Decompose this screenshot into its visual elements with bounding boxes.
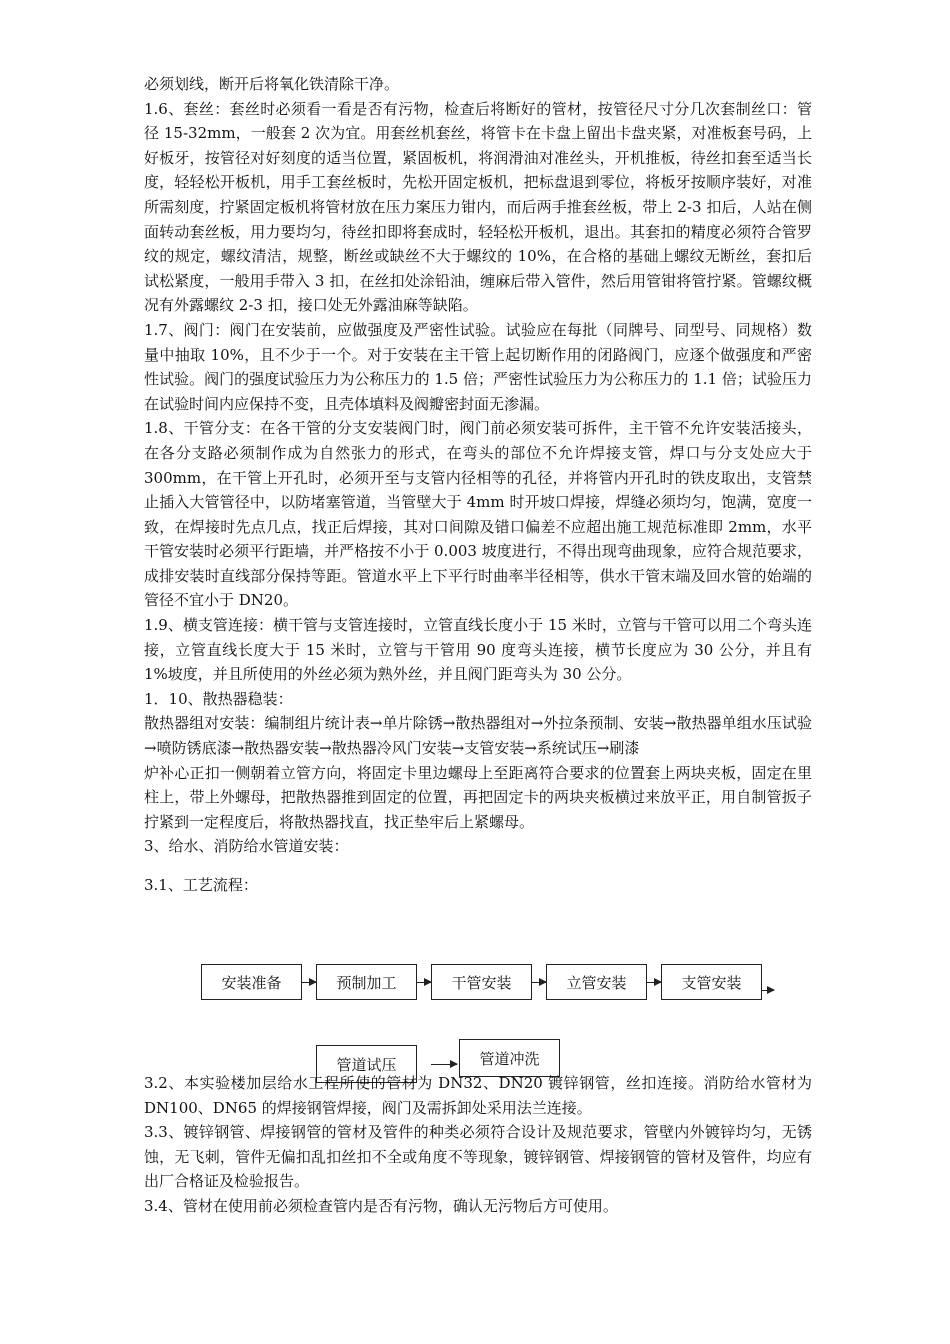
- flow-step-riser: 立管安装: [546, 964, 647, 1000]
- paragraph-1-8: 1.8、干管分支：在各干管的分支安装阀门时，阀门前必须安装可拆件，主干管不允许安装活接头，在各分支路必须制作成为自然张力的形式，在弯头的部位不允许焊接支管，焊口与分支处应大于 300mm，在干管上开孔时，必须开至与支管内径相等的孔径，并将管内开孔时的铁皮取出，支管禁止插入大管管径中，以防堵塞管道，当管壁大于 4mm 时开坡口焊接，焊缝必须均匀，饱满，宽度一致，在焊接时先点几点，找正后焊接，其对口间隙及错口偏差不应超出施工规范标准即 2mm，水平干管安装时必须平行距墙，并严格按不小于 0.003 坡度进行，不得出现弯曲现象，应符合规范要求，成排安装时直线部分保持等距。管道水平上下平行时曲率半径相等，供水干管末端及回水管的始端的管径不宜小于 DN20。: [144, 419, 812, 610]
- paragraph-1-7: 1.7、阀门：阀门在安装前，应做强度及严密性试验。试验应在每批（同牌号、同型号、同规格）数量中抽取 10%，且不少于一个。对于安装在主干管上起切断作用的闭路阀门，应逐个做强度和严密性试验。阀门的强度试验压力为公称压力的 1.5 倍；严密性试验压力为公称压力的 1.1 倍；试验压力在试验时间内应保持不变，且壳体填料及阀瓣密封面无渗漏。: [144, 320, 812, 413]
- flow-step-branch: 支管安装: [661, 964, 762, 1000]
- flow-arrow: [647, 982, 661, 983]
- flow-arrow: [417, 982, 431, 983]
- paragraph-1: 必须划线，断开后将氧化铁清除干净。: [144, 75, 400, 93]
- flow-step-prep: 安装准备: [201, 964, 302, 1000]
- paragraph-radiator-install: 炉补心正扣一侧朝着立管方向，将固定卡里边螺母上至距离符合要求的位置套上两块夹板，固定在里柱上，带上外螺母，把散热器推到固定的位置，再把固定卡的两块夹板横过来放平正，用自制管扳子拧紧到一定程度后，将散热器找直，找正垫牢后上紧螺母。: [144, 763, 812, 831]
- flow-arrow: [431, 1064, 457, 1065]
- flow-step-flush: 管道冲洗: [459, 1039, 560, 1077]
- paragraph-1-9: 1.9、横支管连接：横干管与支管连接时，立管直线长度小于 15 米时，立管与干管可以用二个弯头连接，立管直线长度大于 15 米时，立管与干管用 90 度弯头连接，横节长度应为 30 公分，并且有 1%坡度，并且所使用的外丝必须为熟外丝，并且阀门距弯头为 30 公分。: [144, 616, 812, 684]
- paragraph-3-2: 3.2、本实验楼加层给水工程所使的管材为 DN32、DN20 镀锌钢管，丝扣连接。消防给水管材为 DN100、DN65 的焊接钢管焊接，阀门及需拆卸处采用法兰连接。: [144, 1074, 812, 1117]
- paragraph-radiator-flow: 散热器组对安装：编制组片统计表→单片除锈→散热器组对→外拉条预制、安装→散热器单组水压试验→喷防锈底漆→散热器安装→散热器冷风门安装→支管安装→系统试压→刷漆: [144, 714, 812, 758]
- paragraph-3-4: 3.4、管材在使用前必须检查管内是否有污物，确认无污物后方可使用。: [144, 1196, 618, 1215]
- flow-step-main-pipe: 干管安装: [431, 964, 532, 1000]
- paragraph-3-3: 3.3、镀锌钢管、焊接钢管的管材及管件的种类必须符合设计及规范要求，管壁内外镀锌均匀，无锈蚀，无飞刺，管件无偏扣乱扣丝扣不全或角度不等现象，镀锌钢管、焊接钢管的管材及管件，均应有出厂合格证及检验报告。: [144, 1123, 812, 1191]
- paragraph-1-10-heading: 1．10、散热器稳装：: [144, 689, 293, 708]
- flow-step-pressure-test: 管道试压: [316, 1045, 417, 1083]
- document-body-lower: [144, 1071, 812, 1219]
- flow-step-prefab: 预制加工: [316, 964, 417, 1000]
- flow-arrow: [302, 982, 316, 983]
- paragraph-1-6: 1.6、套丝：套丝时必须看一看是否有污物，检查后将断好的管材，按管径尺寸分几次套制丝口：管径 15-32mm，一般套 2 次为宜。用套丝机套丝，将管卡在卡盘上留出卡盘夹紧，对准板套号码，上好板牙，按管径对好刻度的适当位置，紧固板机，将润滑油对准丝头，开机推板，待丝扣套至适当长度，轻轻松开板机，用手工套丝板时，先松开固定板机，把标盘退到零位，将板牙按顺序装好，对准所需刻度，拧紧固定板机将管材放在压力案压力钳内，而后两手推套丝板，带上 2-3 扣后，人站在侧面转动套丝板，用力要均匀，待丝扣即将套成时，轻轻松开板机，退出。其套扣的精度必须符合管罗纹的规定，螺纹清洁，规整，断丝或缺丝不大于螺纹的 10%，在合格的基础上螺纹无断丝，套扣后试松紧度，一般用手带入 3 扣，在丝扣处涂铅油，缠麻后带入管件，然后用管钳将管拧紧。管螺纹概况有外露螺纹 2-3 扣，接口处无外露油麻等缺陷。: [144, 99, 812, 315]
- document-body: [144, 72, 812, 898]
- flow-arrow: [762, 990, 774, 991]
- section-3-heading: 3、给水、消防给水管道安装：: [144, 837, 349, 856]
- flow-arrow: [532, 982, 546, 983]
- section-3-1-heading: 3.1、工艺流程：: [144, 876, 258, 894]
